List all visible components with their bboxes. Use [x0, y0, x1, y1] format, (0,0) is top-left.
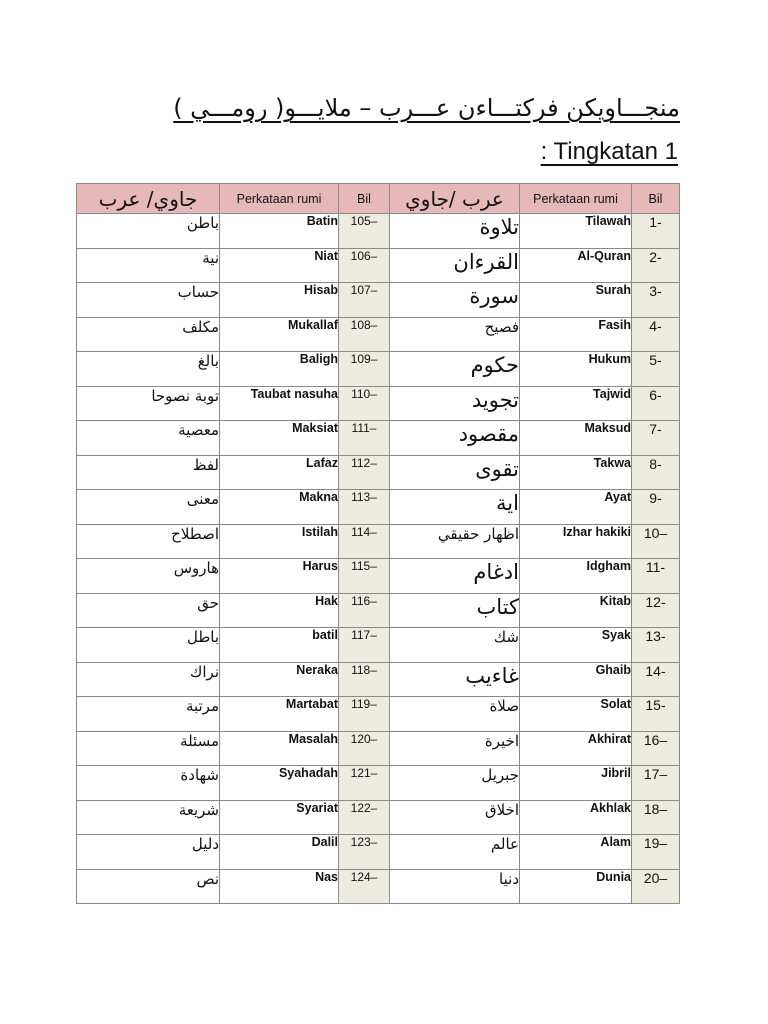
bil-cell-right: 6-: [632, 386, 680, 421]
bil-cell-left: 118–: [339, 662, 390, 697]
jawi-cell-left: حساب: [77, 283, 220, 318]
jawi-cell-left: توبة نصوحا: [77, 386, 220, 421]
header-bil-right: Bil: [632, 184, 680, 214]
table-row: [77, 869, 680, 904]
jawi-cell-right: فصيح: [390, 317, 520, 352]
rumi-cell-left: Makna: [220, 490, 339, 525]
rumi-cell-right: Dunia: [520, 869, 632, 904]
jawi-cell-left: شريعة: [77, 800, 220, 835]
bil-cell-right: 16–: [632, 731, 680, 766]
bil-cell-right: 14-: [632, 662, 680, 697]
jawi-cell-left: نص: [77, 869, 220, 904]
bil-cell-right: 17–: [632, 766, 680, 801]
bil-cell-right: 5-: [632, 352, 680, 387]
bil-cell-left: 105–: [339, 214, 390, 249]
jawi-cell-left: بالغ: [77, 352, 220, 387]
bil-cell-right: 2-: [632, 248, 680, 283]
rumi-cell-left: Istilah: [220, 524, 339, 559]
jawi-cell-right: اظهار حقيقي: [390, 524, 520, 559]
jawi-cell-right: شك: [390, 628, 520, 663]
jawi-cell-left: مرتبة: [77, 697, 220, 732]
jawi-cell-left: اصطلاح: [77, 524, 220, 559]
table-row: [77, 352, 680, 387]
rumi-cell-right: Idgham: [520, 559, 632, 594]
bil-cell-left: 124–: [339, 869, 390, 904]
jawi-cell-right: تلاوة: [390, 214, 520, 249]
jawi-cell-left: معصية: [77, 421, 220, 456]
rumi-cell-right: Syak: [520, 628, 632, 663]
table-row: [77, 386, 680, 421]
rumi-cell-left: Martabat: [220, 697, 339, 732]
table-row: [77, 559, 680, 594]
rumi-cell-right: Ayat: [520, 490, 632, 525]
rumi-cell-left: batil: [220, 628, 339, 663]
table-row: [77, 835, 680, 870]
jawi-cell-right: حكوم: [390, 352, 520, 387]
rumi-cell-right: Alam: [520, 835, 632, 870]
bil-cell-right: 18–: [632, 800, 680, 835]
header-rumi-left: Perkataan rumi: [220, 184, 339, 214]
table-row: [77, 455, 680, 490]
bil-cell-right: 9-: [632, 490, 680, 525]
table-row: [77, 421, 680, 456]
table-row: [77, 800, 680, 835]
bil-cell-right: 4-: [632, 317, 680, 352]
table-row: [77, 490, 680, 525]
bil-cell-left: 111–: [339, 421, 390, 456]
rumi-cell-left: Syariat: [220, 800, 339, 835]
rumi-cell-right: Jibril: [520, 766, 632, 801]
rumi-cell-left: Nas: [220, 869, 339, 904]
rumi-cell-left: Taubat nasuha: [220, 386, 339, 421]
rumi-cell-right: Fasih: [520, 317, 632, 352]
jawi-cell-left: هاروس: [77, 559, 220, 594]
bil-cell-right: 13-: [632, 628, 680, 663]
rumi-cell-left: Hisab: [220, 283, 339, 318]
bil-cell-left: 116–: [339, 593, 390, 628]
table-row: [77, 766, 680, 801]
jawi-cell-left: مسئلة: [77, 731, 220, 766]
jawi-cell-left: مكلف: [77, 317, 220, 352]
bil-cell-right: 12-: [632, 593, 680, 628]
rumi-cell-left: Syahadah: [220, 766, 339, 801]
rumi-cell-right: Solat: [520, 697, 632, 732]
jawi-cell-right: ادغام: [390, 559, 520, 594]
jawi-cell-left: حق: [77, 593, 220, 628]
bil-cell-left: 117–: [339, 628, 390, 663]
header-jawi-left: جاوي/ عرب: [77, 184, 220, 214]
rumi-cell-right: Al-Quran: [520, 248, 632, 283]
bil-cell-right: 7-: [632, 421, 680, 456]
jawi-cell-right: عالم: [390, 835, 520, 870]
bil-cell-left: 119–: [339, 697, 390, 732]
jawi-cell-right: كتاب: [390, 593, 520, 628]
jawi-cell-right: مقصود: [390, 421, 520, 456]
bil-cell-left: 113–: [339, 490, 390, 525]
table-header-row: [77, 184, 680, 214]
bil-cell-left: 106–: [339, 248, 390, 283]
rumi-cell-left: Niat: [220, 248, 339, 283]
rumi-cell-left: Hak: [220, 593, 339, 628]
jawi-cell-left: معنى: [77, 490, 220, 525]
jawi-cell-right: تجويد: [390, 386, 520, 421]
rumi-cell-left: Lafaz: [220, 455, 339, 490]
jawi-cell-left: شهادة: [77, 766, 220, 801]
rumi-cell-right: Ghaib: [520, 662, 632, 697]
jawi-cell-left: لفظ: [77, 455, 220, 490]
rumi-cell-left: Harus: [220, 559, 339, 594]
bil-cell-right: 19–: [632, 835, 680, 870]
rumi-cell-right: Surah: [520, 283, 632, 318]
jawi-cell-right: صلاة: [390, 697, 520, 732]
bil-cell-right: 11-: [632, 559, 680, 594]
table-row: [77, 317, 680, 352]
rumi-cell-right: Akhlak: [520, 800, 632, 835]
table-row: [77, 731, 680, 766]
page-title: منجـــاويكن فركتـــاءن عـــرب – ملايـــو( رومـــي ): [173, 94, 680, 122]
header-jawi-right: عرب /جاوي: [390, 184, 520, 214]
rumi-cell-right: Tilawah: [520, 214, 632, 249]
rumi-cell-left: Mukallaf: [220, 317, 339, 352]
jawi-cell-right: جبريل: [390, 766, 520, 801]
rumi-cell-left: Neraka: [220, 662, 339, 697]
bil-cell-right: 1-: [632, 214, 680, 249]
bil-cell-left: 115–: [339, 559, 390, 594]
bil-cell-left: 110–: [339, 386, 390, 421]
rumi-cell-right: Hukum: [520, 352, 632, 387]
bil-cell-right: 3-: [632, 283, 680, 318]
rumi-cell-right: Takwa: [520, 455, 632, 490]
bil-cell-left: 122–: [339, 800, 390, 835]
vocabulary-table: [76, 183, 680, 904]
jawi-cell-right: اية: [390, 490, 520, 525]
jawi-cell-left: نية: [77, 248, 220, 283]
jawi-cell-right: اخيرة: [390, 731, 520, 766]
jawi-cell-right: دنيا: [390, 869, 520, 904]
bil-cell-left: 109–: [339, 352, 390, 387]
header-bil-left: Bil: [339, 184, 390, 214]
bil-cell-left: 108–: [339, 317, 390, 352]
jawi-cell-right: تقوى: [390, 455, 520, 490]
rumi-cell-left: Masalah: [220, 731, 339, 766]
header-rumi-right: Perkataan rumi: [520, 184, 632, 214]
jawi-cell-right: اخلاق: [390, 800, 520, 835]
jawi-cell-left: باطن: [77, 214, 220, 249]
bil-cell-right: 20–: [632, 869, 680, 904]
bil-cell-right: 8-: [632, 455, 680, 490]
bil-cell-left: 121–: [339, 766, 390, 801]
jawi-cell-left: دليل: [77, 835, 220, 870]
table-row: [77, 524, 680, 559]
jawi-cell-left: باطل: [77, 628, 220, 663]
bil-cell-right: 10–: [632, 524, 680, 559]
rumi-cell-right: Maksud: [520, 421, 632, 456]
jawi-cell-right: القرءان: [390, 248, 520, 283]
table-row: [77, 593, 680, 628]
rumi-cell-right: Tajwid: [520, 386, 632, 421]
table-row: [77, 697, 680, 732]
bil-cell-left: 120–: [339, 731, 390, 766]
rumi-cell-left: Maksiat: [220, 421, 339, 456]
page-subtitle: : Tingkatan 1: [540, 138, 678, 165]
table-body: [77, 214, 680, 904]
jawi-cell-left: نراك: [77, 662, 220, 697]
bil-cell-left: 112–: [339, 455, 390, 490]
table-row: [77, 214, 680, 249]
rumi-cell-right: Akhirat: [520, 731, 632, 766]
table-row: [77, 662, 680, 697]
bil-cell-right: 15-: [632, 697, 680, 732]
rumi-cell-right: Izhar hakiki: [520, 524, 632, 559]
rumi-cell-left: Baligh: [220, 352, 339, 387]
rumi-cell-right: Kitab: [520, 593, 632, 628]
bil-cell-left: 123–: [339, 835, 390, 870]
bil-cell-left: 107–: [339, 283, 390, 318]
jawi-cell-right: غاءيب: [390, 662, 520, 697]
table-row: [77, 283, 680, 318]
table-row: [77, 248, 680, 283]
rumi-cell-left: Dalil: [220, 835, 339, 870]
rumi-cell-left: Batin: [220, 214, 339, 249]
table-row: [77, 628, 680, 663]
bil-cell-left: 114–: [339, 524, 390, 559]
jawi-cell-right: سورة: [390, 283, 520, 318]
